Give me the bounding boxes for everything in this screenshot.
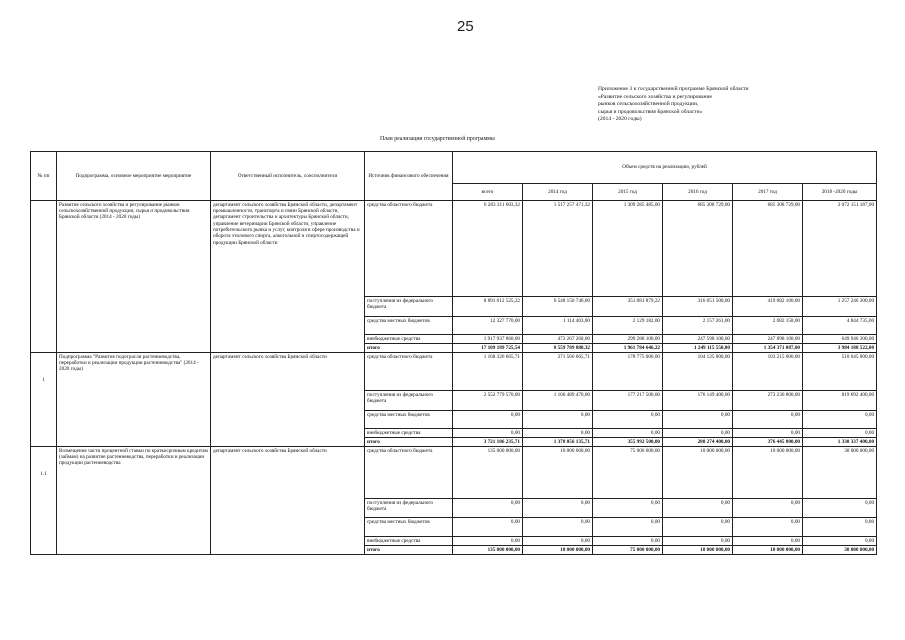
amount-cell: 355 992 500,00: [593, 438, 663, 447]
amount-cell: 1 249 115 550,00: [663, 344, 733, 353]
amount-cell: 0,00: [663, 518, 733, 537]
amount-cell: 1 257 246 300,00: [803, 297, 877, 317]
amount-cell: 0,00: [803, 537, 877, 546]
funding-source: средства областного бюджета: [365, 447, 453, 499]
row-number: 1.1: [31, 447, 57, 555]
header-year: 2016 год: [663, 184, 733, 201]
amount-cell: 0,00: [803, 518, 877, 537]
amount-cell: 0,00: [663, 411, 733, 429]
amount-cell: 30 000 000,00: [803, 546, 877, 555]
funding-source: средства областного бюджета: [365, 353, 453, 391]
funding-source: средства местных бюджетов: [365, 518, 453, 537]
amount-cell: 10 000 000,00: [663, 447, 733, 499]
funding-source: поступления из федерального бюджета: [365, 297, 453, 317]
amount-cell: 3 984 188 522,00: [803, 344, 877, 353]
header-year: 2018 -2020 годы: [803, 184, 877, 201]
amount-cell: 0,00: [523, 537, 593, 546]
amount-cell: 376 445 800,00: [733, 438, 803, 447]
appendix-line: рынков сельскохозяйственной продукции,: [598, 101, 699, 108]
header-volume: Объем средств на реализацию, рублей: [453, 152, 877, 184]
table-header: [31, 152, 877, 201]
row-number: 1: [31, 353, 57, 447]
amount-cell: 299 288 100,00: [593, 335, 663, 344]
amount-cell: 75 000 000,00: [593, 546, 663, 555]
header-year: 2017 год: [733, 184, 803, 201]
program-name: Подпрограмма "Развитие подотрасли растениеводства, переработки и реализации продукции растениеводства" (2014 - 2020 годы): [57, 353, 211, 447]
amount-cell: 473 267 260,00: [523, 335, 593, 344]
amount-cell: 0,00: [593, 411, 663, 429]
amount-cell: 178 775 000,00: [593, 353, 663, 391]
amount-cell: 0,00: [733, 429, 803, 438]
amount-cell: 685 308 729,00: [733, 201, 803, 297]
amount-cell: 819 692 400,00: [803, 391, 877, 411]
amount-cell: 0,00: [803, 429, 877, 438]
amount-cell: 75 000 000,00: [593, 447, 663, 499]
amount-cell: 0,00: [453, 518, 523, 537]
amount-cell: 0,00: [453, 429, 523, 438]
amount-cell: 1 517 257 471,32: [523, 201, 593, 297]
amount-cell: 649 946 300,00: [803, 335, 877, 344]
amount-cell: 0,00: [803, 499, 877, 518]
executor-name: департамент сельского хозяйства Брянской области: [211, 447, 365, 555]
amount-cell: 2 157 261,00: [663, 317, 733, 335]
amount-cell: 10 000 000,00: [733, 546, 803, 555]
amount-cell: 1 168 326 665,71: [453, 353, 523, 391]
amount-cell: 104 125 000,00: [663, 353, 733, 391]
amount-cell: 17 109 189 725,54: [453, 344, 523, 353]
funding-source: поступления из федерального бюджета: [365, 499, 453, 518]
amount-cell: 271 566 665,71: [523, 353, 593, 391]
funding-source: средства местных бюджетов: [365, 317, 453, 335]
amount-cell: 0,00: [663, 429, 733, 438]
amount-cell: 1 354 371 087,00: [733, 344, 803, 353]
amount-cell: 1 378 056 135,71: [523, 438, 593, 447]
amount-cell: 419 082 100,00: [733, 297, 803, 317]
amount-cell: 10 000 000,00: [733, 447, 803, 499]
amount-cell: 0,00: [663, 537, 733, 546]
header-program: Подпрограмма, основное мероприятие мероприятие: [57, 152, 211, 201]
amount-cell: 176 149 400,00: [663, 391, 733, 411]
appendix-line: Приложение 3 к государственной программе Брянской области: [598, 86, 749, 92]
amount-cell: 0,00: [803, 411, 877, 429]
table-row: [31, 447, 877, 499]
amount-cell: 6 283 311 603,32: [453, 201, 523, 297]
table-row: [31, 353, 877, 391]
amount-cell: 10 000 000,00: [523, 447, 593, 499]
funding-source: средства областного бюджета: [365, 201, 453, 297]
appendix-line: сырья и продовольствия Брянской области»: [598, 108, 703, 115]
amount-cell: 685 308 729,00: [663, 201, 733, 297]
amount-cell: 247 898 100,00: [733, 335, 803, 344]
amount-cell: 1 961 784 646,22: [593, 344, 663, 353]
amount-cell: 0,00: [523, 499, 593, 518]
amount-cell: 0,00: [453, 537, 523, 546]
program-name: Развитие сельского хозяйства и регулирование рынков сельскохозяйственной продукции, сырья и продовольствия Брянской области (2014 - 2020 годы): [57, 201, 211, 353]
funding-source: внебюджетные средства: [365, 537, 453, 546]
amount-cell: 8 559 789 880,32: [523, 344, 593, 353]
amount-cell: 0,00: [593, 518, 663, 537]
amount-cell: 12 327 770,00: [453, 317, 523, 335]
amount-cell: 0,00: [733, 518, 803, 537]
funding-source: поступления из федерального бюджета: [365, 391, 453, 411]
amount-cell: 135 000 000,00: [453, 546, 523, 555]
amount-cell: 0,00: [733, 499, 803, 518]
appendix-line: (2014 - 2020 годы): [598, 116, 642, 123]
amount-cell: 247 598 100,00: [663, 335, 733, 344]
appendix-note: [598, 86, 898, 124]
amount-cell: 0,00: [593, 499, 663, 518]
amount-cell: 2 072 151 187,00: [803, 201, 877, 297]
amount-cell: 135 000 000,00: [453, 447, 523, 499]
plan-table: [30, 151, 877, 555]
amount-cell: 1 114 403,00: [523, 317, 593, 335]
plan-title: План реализации государственной программы: [380, 136, 495, 142]
amount-cell: 0,00: [523, 518, 593, 537]
amount-cell: 280 274 400,00: [663, 438, 733, 447]
funding-source: средства местных бюджетов: [365, 411, 453, 429]
table-body: [31, 201, 877, 555]
header-num: № пп: [31, 152, 57, 201]
amount-cell: 1 917 937 860,00: [453, 335, 523, 344]
amount-cell: 3 721 106 235,71: [453, 438, 523, 447]
funding-source: внебюджетные средства: [365, 335, 453, 344]
header-year: всего: [453, 184, 523, 201]
executor-name: департамент сельского хозяйства Брянской области: [211, 353, 365, 447]
amount-cell: 1 106 489 470,00: [523, 391, 593, 411]
amount-cell: 0,00: [663, 499, 733, 518]
header-year: 2015 год: [593, 184, 663, 201]
amount-cell: 0,00: [733, 411, 803, 429]
page-number: 25: [457, 18, 474, 35]
amount-cell: 177 217 500,00: [593, 391, 663, 411]
amount-cell: 273 230 800,00: [733, 391, 803, 411]
amount-cell: 0,00: [593, 537, 663, 546]
row-number: [31, 201, 57, 353]
funding-source: итого: [365, 438, 453, 447]
header-source: Источник финансового обеспечения: [365, 152, 453, 201]
amount-cell: 351 081 879,22: [593, 297, 663, 317]
amount-cell: 10 000 000,00: [523, 546, 593, 555]
funding-source: итого: [365, 344, 453, 353]
appendix-line: «Развитие сельского хозяйства и регулирование: [598, 93, 712, 100]
amount-cell: 6 548 150 746,00: [523, 297, 593, 317]
amount-cell: 1 309 285 485,00: [593, 201, 663, 297]
amount-cell: 510 645 000,00: [803, 353, 877, 391]
amount-cell: 0,00: [453, 499, 523, 518]
amount-cell: 2 129 182,00: [593, 317, 663, 335]
amount-cell: 8 891 612 525,22: [453, 297, 523, 317]
amount-cell: 2 082 158,00: [733, 317, 803, 335]
amount-cell: 30 000 000,00: [803, 447, 877, 499]
amount-cell: 10 000 000,00: [663, 546, 733, 555]
executor-name: департамент сельского хозяйства Брянской области, департамент промышленности, транспорта и связи Брянской области, департамент строительства и архитектуры Брянской области, управление ветеринарии Брянской области, управление потребительского рынка и услуг, контроля в сфере производства и оборота этилового спирта, алкогольной и спиртосодержащей продукции Брянской области: [211, 201, 365, 353]
amount-cell: 0,00: [453, 411, 523, 429]
amount-cell: 103 215 000,00: [733, 353, 803, 391]
funding-source: итого: [365, 546, 453, 555]
amount-cell: 0,00: [593, 429, 663, 438]
program-name: Возмещение части процентной ставки по краткосрочным кредитам (займам) на развитие растениеводства, переработки и реализации продукции растениеводства: [57, 447, 211, 555]
table-row: [31, 201, 877, 297]
amount-cell: 0,00: [733, 537, 803, 546]
header-executor: Ответственный исполнитель, соисполнители: [211, 152, 365, 201]
header-year: 2014 год: [523, 184, 593, 201]
amount-cell: 2 552 779 570,00: [453, 391, 523, 411]
amount-cell: 0,00: [523, 411, 593, 429]
amount-cell: 0,00: [523, 429, 593, 438]
amount-cell: 1 330 337 400,00: [803, 438, 877, 447]
amount-cell: 4 844 735,00: [803, 317, 877, 335]
funding-source: внебюджетные средства: [365, 429, 453, 438]
amount-cell: 316 051 500,00: [663, 297, 733, 317]
